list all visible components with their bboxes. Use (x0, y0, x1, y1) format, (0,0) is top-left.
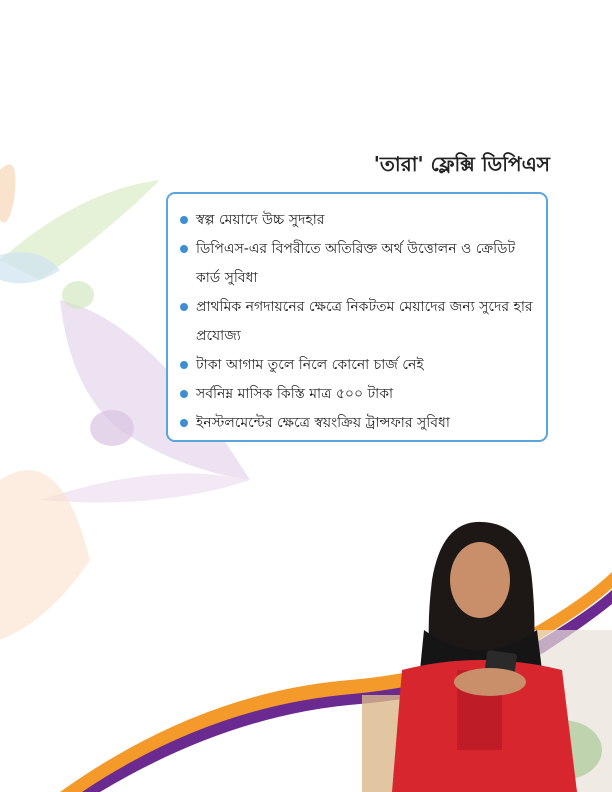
list-item (178, 293, 536, 351)
feature-text: টাকা আগাম তুলে নিলে কোনো চার্জ নেই (196, 357, 424, 373)
page-title: 'তারা' ফ্লেক্সি ডিপিএস (373, 152, 550, 176)
features-card (166, 192, 548, 442)
feature-text: ইনস্টলমেন্টের ক্ষেত্রে স্বয়ংক্রিয় ট্রান্সফার সুবিধা (196, 415, 450, 431)
bullet-dot-icon (180, 303, 188, 311)
bullet-dot-icon (180, 361, 188, 369)
list-item (178, 351, 536, 380)
feature-text: স্বল্প মেয়াদে উচ্চ সুদহার (196, 212, 325, 228)
decor-flower-green (62, 281, 94, 309)
bullet-dot-icon (180, 216, 188, 224)
feature-text: সর্বনিম্ন মাসিক কিস্তি মাত্র ৫০০ টাকা (196, 386, 394, 402)
feature-text: ডিপিএস-এর বিপরীতে অতিরিক্ত অর্থ উত্তোলন ও ক্রেডিট কার্ড সুবিধা (196, 241, 516, 286)
face-icon (450, 542, 510, 618)
bullet-dot-icon (180, 245, 188, 253)
list-item (178, 409, 536, 438)
decor-leaf-lavender-2 (40, 473, 250, 502)
feature-text: প্রাথমিক নগদায়নের ক্ষেত্রে নিকটতম মেয়াদের জন্য সুদের হার প্রযোজ্য (196, 299, 533, 344)
list-item (178, 206, 536, 235)
feature-list (178, 206, 536, 438)
list-item (178, 380, 536, 409)
bullet-dot-icon (180, 419, 188, 427)
woman-with-phone-image (362, 520, 612, 792)
bullet-dot-icon (180, 390, 188, 398)
decor-leaf-peach (0, 164, 15, 222)
hands-icon (454, 668, 526, 696)
list-item (178, 235, 536, 293)
decor-flower (90, 410, 134, 446)
